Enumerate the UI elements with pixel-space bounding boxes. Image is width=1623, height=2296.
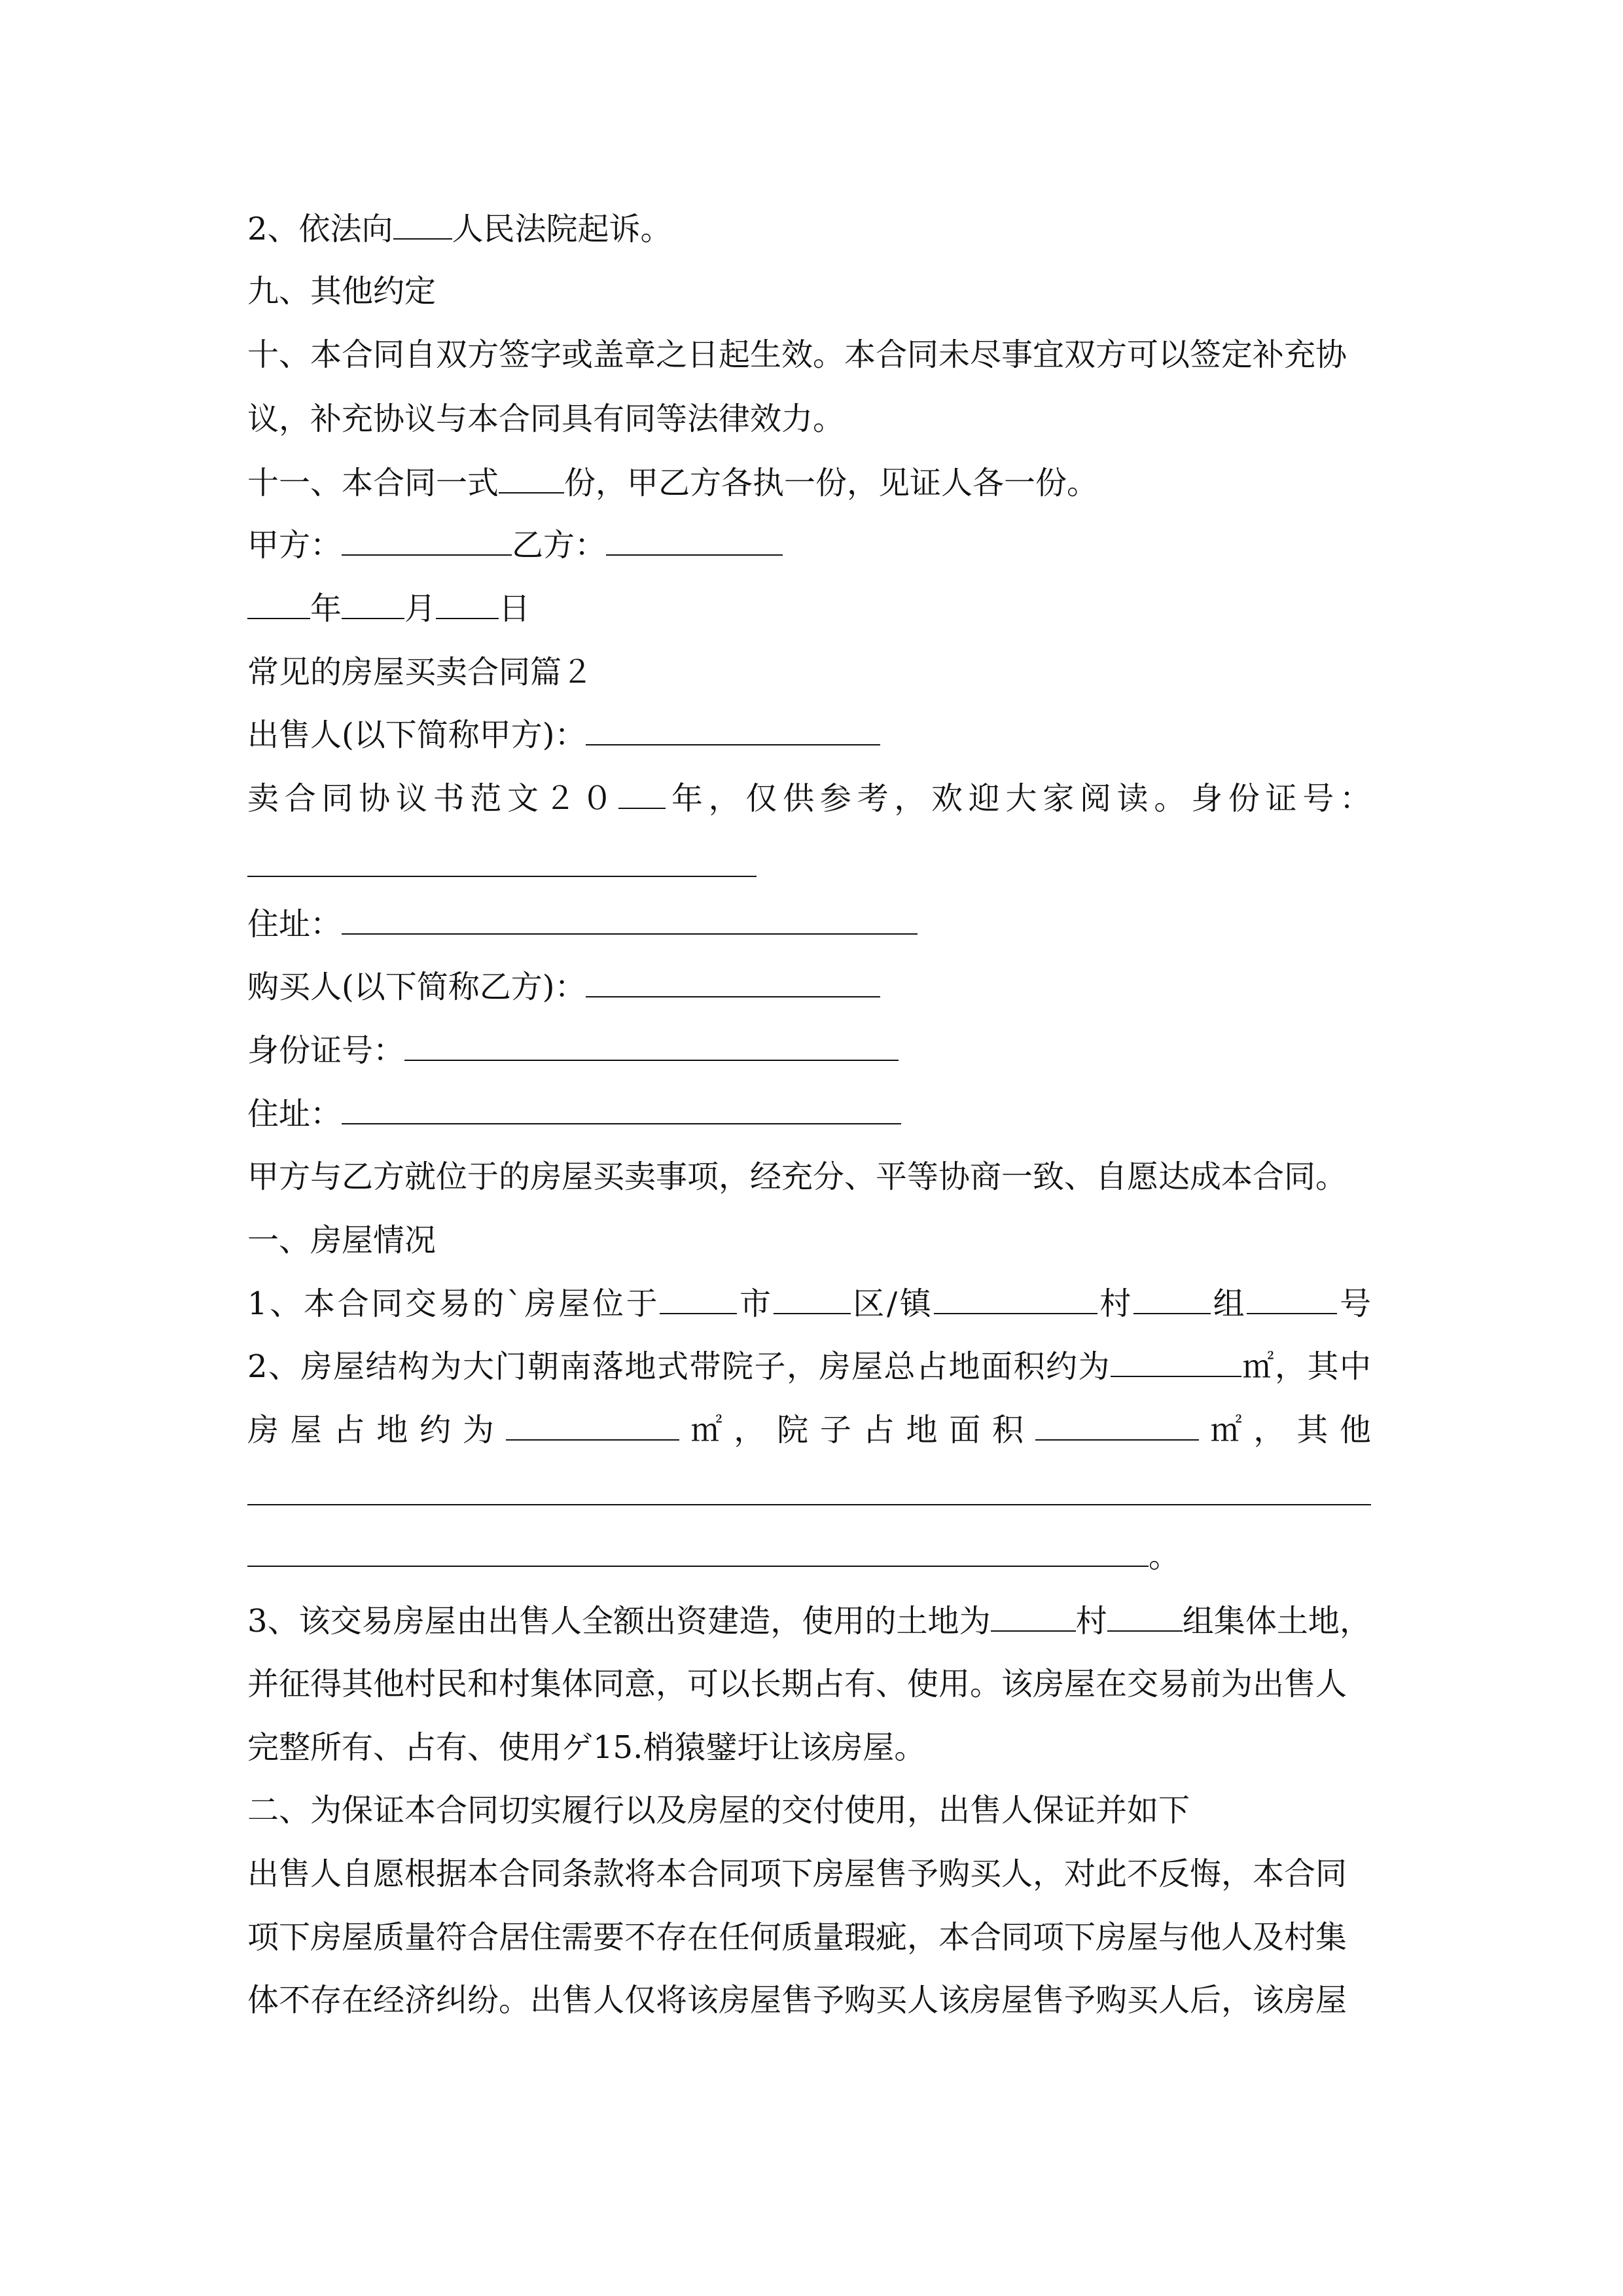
- blank-seller-address: [342, 905, 918, 935]
- blank-other-1: [247, 1504, 1371, 1505]
- land-line-1: [247, 1602, 1371, 1641]
- agreement-line: 甲方与乙方就位于的房屋买卖事项，经充分、平等协商一致、自愿达成本合同。: [247, 1158, 1347, 1195]
- clause-9-heading: 九、其他约定: [247, 273, 437, 310]
- text: 组: [1210, 1285, 1247, 1322]
- clause-8-item-2: [247, 209, 672, 249]
- text: 年: [310, 590, 342, 627]
- blank-group: [1133, 1284, 1211, 1314]
- section-1-heading: 一、房屋情况: [247, 1222, 437, 1259]
- blank-month: [342, 589, 404, 619]
- text: 出售人(以下简称甲方)：: [247, 717, 586, 753]
- blank-city: [660, 1284, 737, 1314]
- blank-land-village: [991, 1602, 1076, 1632]
- blank-seller-id: [247, 876, 757, 877]
- text: ㎡，其他: [1198, 1412, 1371, 1448]
- house-structure-line-end: [247, 1537, 1180, 1576]
- text: 。: [1149, 1538, 1181, 1575]
- blank-total-area: [1111, 1347, 1241, 1377]
- blank-number: [1247, 1284, 1337, 1314]
- text: 号: [1337, 1285, 1371, 1322]
- party-b-label: 乙方：: [512, 527, 607, 564]
- blank-seller: [586, 715, 880, 745]
- blank-year-2: [618, 779, 666, 809]
- blank-house-area: [506, 1410, 679, 1441]
- blank-buyer: [586, 967, 880, 997]
- text: 组集体土地，: [1182, 1603, 1371, 1640]
- text: 日: [499, 590, 531, 627]
- blank-village: [934, 1284, 1097, 1314]
- buyer-id-line: [247, 1031, 899, 1070]
- seller-address-line: [247, 905, 918, 944]
- blank-party-a: [342, 526, 512, 556]
- text: 房屋占地约为: [247, 1412, 506, 1448]
- text: 3、该交易房屋由出售人全额出资建造，使用的土地为: [247, 1603, 991, 1640]
- blank-other-2: [247, 1537, 1149, 1567]
- guarantee-line-3: 体不存在经济纠纷。出售人仅将该房屋售予购买人该房屋售予购买人后，该房屋: [247, 1982, 1347, 2018]
- clause-11: [247, 463, 1098, 503]
- clause-10-line-2: 议，补充协议与本合同具有同等法律效力。: [247, 401, 845, 437]
- text: ㎡，院子占地面积: [679, 1412, 1035, 1448]
- blank-buyer-id: [404, 1031, 899, 1061]
- buyer-line: [247, 967, 880, 1007]
- text: 年，仅供参考，欢迎大家阅读。身份证号：: [666, 780, 1371, 817]
- text: 村: [1075, 1603, 1107, 1640]
- party-a-label: 甲方：: [247, 527, 342, 564]
- text: 人民法院起诉。: [452, 211, 672, 247]
- blank-buyer-address: [342, 1094, 901, 1124]
- text: 十一、本合同一式: [247, 465, 499, 501]
- blank-copies: [499, 463, 564, 493]
- blank-year: [247, 589, 310, 619]
- blank-party-b: [606, 526, 783, 556]
- blank-day: [436, 589, 499, 619]
- text: 购买人(以下简称乙方)：: [247, 969, 586, 1005]
- text: 身份证号：: [247, 1032, 405, 1069]
- text: 1、本合同交易的`房屋位于: [247, 1285, 660, 1322]
- blank-court: [393, 209, 452, 240]
- text: 区/镇: [850, 1285, 934, 1322]
- signature-parties: [247, 526, 783, 565]
- land-line-3: 完整所有、占有、使用ゲ15.梢猿鐾圩让该房屋。: [247, 1729, 926, 1766]
- text: ㎡，其中: [1241, 1348, 1371, 1385]
- text: 村: [1097, 1285, 1133, 1322]
- house-structure-line-2: [247, 1410, 1371, 1450]
- buyer-address-line: [247, 1094, 901, 1134]
- land-line-2: 并征得其他村民和村集体同意，可以长期占有、使用。该房屋在交易前为出售人: [247, 1666, 1347, 1702]
- house-location-line: [247, 1284, 1371, 1323]
- clause-10-line-1: 十、本合同自双方签字或盖章之日起生效。本合同未尽事宜双方可以签定补充协: [247, 336, 1347, 373]
- seller-line: [247, 715, 880, 755]
- text: 月: [404, 590, 437, 627]
- intro-line: [247, 779, 1371, 818]
- house-structure-line-1: [247, 1347, 1371, 1386]
- blank-district: [774, 1284, 851, 1314]
- text: 住址：: [247, 906, 342, 942]
- blank-yard-area: [1035, 1410, 1199, 1441]
- guarantee-line-2: 项下房屋质量符合居住需要不存在任何质量瑕疵，本合同项下房屋与他人及村集: [247, 1919, 1347, 1956]
- text: 份，甲乙方各执一份，见证人各一份。: [564, 465, 1099, 501]
- text: 2、依法向: [247, 211, 393, 247]
- text: 市: [737, 1285, 774, 1322]
- text: 卖合同协议书范文２０: [247, 780, 619, 817]
- signature-date: [247, 589, 530, 628]
- blank-land-group: [1107, 1602, 1183, 1632]
- section-2-heading: 二、为保证本合同切实履行以及房屋的交付使用，出售人保证并如下: [247, 1792, 1190, 1829]
- text: 2、房屋结构为大门朝南落地式带院子，房屋总占地面积约为: [247, 1348, 1111, 1385]
- contract-2-title: 常见的房屋买卖合同篇２: [247, 654, 594, 691]
- text: 住址：: [247, 1096, 342, 1132]
- guarantee-line-1: 出售人自愿根据本合同条款将本合同项下房屋售予购买人，对此不反悔，本合同: [247, 1856, 1347, 1892]
